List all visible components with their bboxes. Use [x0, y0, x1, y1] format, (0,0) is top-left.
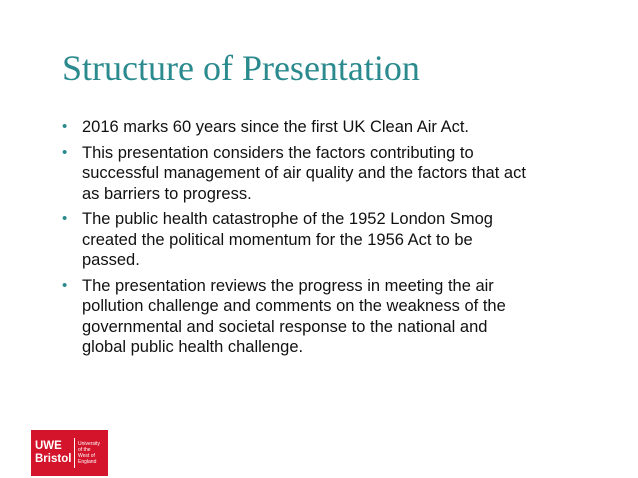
- logo-wordmark: [31, 440, 74, 466]
- bullet-text-3: The public health catastrophe of the 1952 London Smog created the political momentum for the 1956 Act to be passed.: [82, 210, 493, 269]
- bullet-item-1: [62, 117, 532, 138]
- logo-sub-2: of the: [78, 447, 91, 453]
- uwe-bristol-logo: [31, 430, 108, 476]
- bullet-text-4: The presentation reviews the progress in meeting the air pollution challenge and comments on the weakness of the governmental and societal response to the national and global public health challenge.: [82, 276, 506, 356]
- bullet-dot-icon: •: [62, 143, 68, 161]
- bullet-list: [62, 117, 532, 363]
- bullet-dot-icon: •: [62, 276, 68, 294]
- bullet-text-2: This presentation considers the factors contributing to successful management of air quality and the factors that act as barriers to progress.: [82, 143, 526, 203]
- slide-title: Structure of Presentation: [62, 48, 420, 88]
- bullet-item-2: [62, 143, 532, 205]
- bullet-text-1: 2016 marks 60 years since the first UK Clean Air Act.: [82, 118, 470, 136]
- bullet-dot-icon: •: [62, 210, 68, 227]
- logo-sub-4: England: [78, 459, 97, 465]
- logo-line-uwe: UWE: [35, 440, 62, 452]
- logo-divider: [74, 438, 75, 468]
- bullet-item-3: [62, 209, 532, 271]
- logo-line-bristol: Bristol: [35, 453, 72, 465]
- bullet-dot-icon: •: [62, 118, 68, 135]
- logo-sub-1: University: [78, 441, 100, 447]
- logo-sub-3: West of: [78, 453, 95, 459]
- logo-subtext: [78, 441, 100, 465]
- bullet-item-4: [62, 276, 532, 358]
